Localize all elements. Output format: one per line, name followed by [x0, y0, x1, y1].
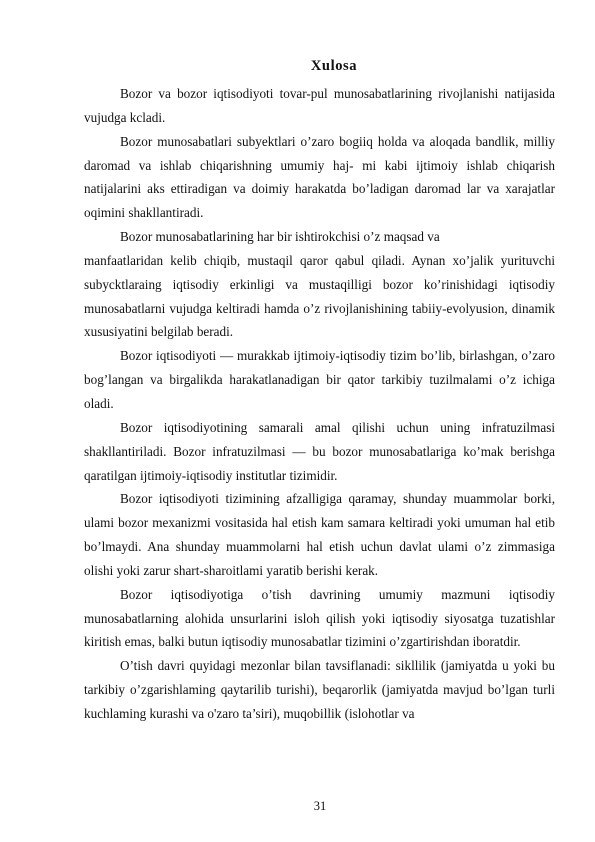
page-title: Xulosa: [310, 58, 358, 74]
paragraph: Bozor munosabatlari subyektlari o’zaro bogiiq holda va aloqada bandlik, milliy daromad va ishlab chiqarishning umumiy haj- mi kabi ijtimoiy ishlab chiqarish natijalarini aks ettiradigan va doimiy harakatda bo’ladigan daromad lar va xarajatlar oqimini shakllantiradi.: [84, 133, 555, 221]
paragraph: O’tish davri quyidagi mezonlar bilan tavsiflanadi: sikllilik (jamiyatda u yoki bu tarkibiy o’zgarishlaming qaytarilib turishi), beqarorlik (jamiyatda mavjud bo’lgan turli kuchlaming kurashi va o'zaro ta’siri), muqobillik (islohotlar va: [84, 658, 555, 721]
paragraph: Bozor iqtisodiyotiga o’tish davrining umumiy mazmuni iqtisodiy munosabatlarning alohida unsurlarini isloh qilish yoki iqtisodiy siyosatga tuzatishlar kiritish emas, balki butun iqtisodiy munosabatlar tizimini o’zgartirishdan iboratdir.: [84, 586, 555, 650]
paragraph: Bozor iqtisodiyoti tizimining afzalligiga qaramay, shunday muammolar borki, ulami bozor mexanizmi vositasida hal etish kam samara keltiradi yoki umuman hal etib bo’lmaydi. Ana shunday muammolarni hal etish uchun davlat ulami o’z zimmasiga olishi yoki zarur shart-sharoitlami yaratib berishi kerak.: [84, 491, 555, 578]
paragraph-continuation: manfaatlaridan kelib chiqib, mustaqil qaror qabul qiladi. Aynan xo’jalik yurituvchi subycktlaraing iqtisodiy erkinligi va mustaqilligi bozor ko’rinishidagi iqtisodiy munosabatlarni vujudga keltiradi hamda o’z rivojlanishining tabiiy-evolyusion, dinamik xususiyatini belgilab beradi.: [84, 252, 555, 340]
paragraph: Bozor munosabatlarining har bir ishtirokchisi o’z maqsad va: [120, 229, 440, 245]
body-text: [84, 82, 555, 726]
paragraph: Bozor iqtisodiyotining samarali amal qilishi uchun uning infratuzilmasi shakllantiriladi. Bozor infratuzilmasi — bu bozor munosabatlariga ko’mak berishga qaratilgan ijtimoiy-iqtisodiy institutlar tizimidir.: [84, 419, 555, 483]
paragraph: Bozor iqtisodiyoti — murakkab ijtimoiy-iqtisodiy tizim bo’lib, birlashgan, o’zaro bog’langan va birgalikda harakatlanadigan bir qator tarkibiy tuzilmalami o’z ichiga oladi.: [84, 348, 555, 411]
page-number: 31: [313, 799, 327, 813]
paragraph: Bozor va bozor iqtisodiyoti tovar-pul munosabatlarining rivojlanishi natijasida vujudga kcladi.: [84, 86, 555, 125]
